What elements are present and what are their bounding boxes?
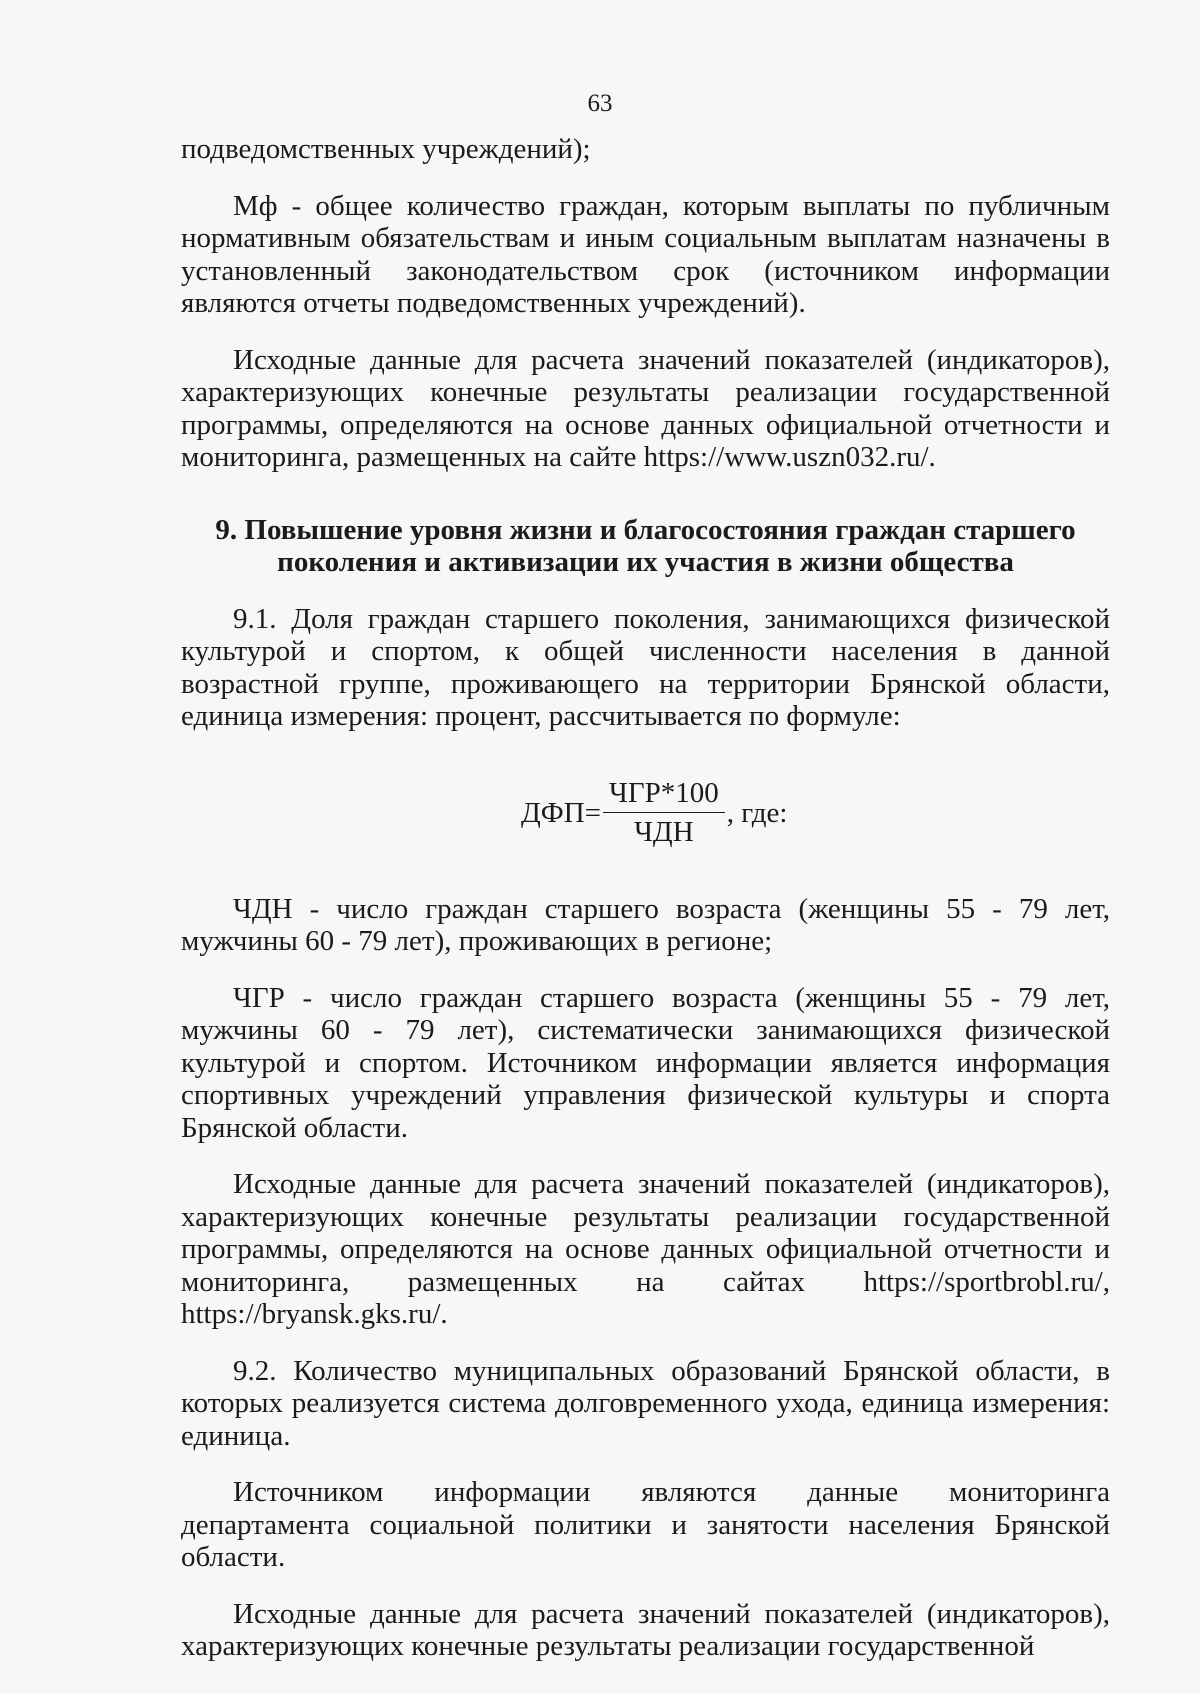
- formula-numerator: ЧГР*100: [603, 776, 725, 813]
- paragraph-9-2: 9.2. Количество муниципальных образований Брянской области, в которых реализуется система долговременного ухода, единица измерения: единица.: [181, 1354, 1110, 1452]
- paragraph-source-data-3: Исходные данные для расчета значений показателей (индикаторов), характеризующих конечные результаты реализации государственной: [181, 1597, 1110, 1662]
- page-content: [181, 133, 1110, 1663]
- formula-lhs: ДФП=: [521, 796, 601, 829]
- paragraph-mf-definition: Мф - общее количество граждан, которым выплаты по публичным нормативным обязательствам и иным социальным выплатам назначены в установленный законодательством срок (источником информации являются отчеты подведомственных учреждений).: [181, 189, 1110, 319]
- paragraph-source-data-2: Исходные данные для расчета значений показателей (индикаторов), характеризующих конечные результаты реализации государственной программы, определяются на основе данных официальной отчетности и мониторинга, размещенных на сайтах https://sportbrobl.ru/, https://bryansk.gks.ru/.: [181, 1168, 1110, 1330]
- formula-fraction: [603, 776, 725, 849]
- section-heading-line-1: 9. Повышение уровня жизни и благосостояния граждан старшего: [215, 513, 1076, 546]
- paragraph-source-data-1: Исходные данные для расчета значений показателей (индикаторов), характеризующих конечные результаты реализации государственной программы, определяются на основе данных официальной отчетности и мониторинга, размещенных на сайте https://www.uszn032.ru/.: [181, 343, 1110, 473]
- paragraph-chgr-definition: ЧГР - число граждан старшего возраста (женщины 55 - 79 лет, мужчины 60 - 79 лет), систематически занимающихся физической культурой и спортом. Источником информации является информация спортивных учреждений управления физической культуры и спорта Брянской области.: [181, 981, 1110, 1144]
- formula-tail: , где:: [726, 796, 788, 829]
- formula-denominator: ЧДН: [634, 816, 694, 848]
- paragraph-continuation: подведомственных учреждений);: [181, 133, 591, 165]
- paragraph-info-source: Источником информации являются данные мониторинга департамента социальной политики и занятости населения Брянской области.: [181, 1476, 1110, 1573]
- section-heading-line-2: поколения и активизации их участия в жизни общества: [277, 546, 1014, 578]
- section-heading: [181, 514, 1110, 579]
- page-number: 63: [587, 90, 613, 117]
- paragraph-9-1: 9.1. Доля граждан старшего поколения, занимающихся физической культурой и спортом, к общей численности населения в данной возрастной группе, проживающего на территории Брянской области, единица измерения: процент, рассчитывается по формуле:: [181, 602, 1110, 732]
- paragraph-chdn-definition: ЧДН - число граждан старшего возраста (женщины 55 - 79 лет, мужчины 60 - 79 лет), проживающих в регионе;: [181, 892, 1110, 957]
- formula-dfp: [521, 773, 1110, 853]
